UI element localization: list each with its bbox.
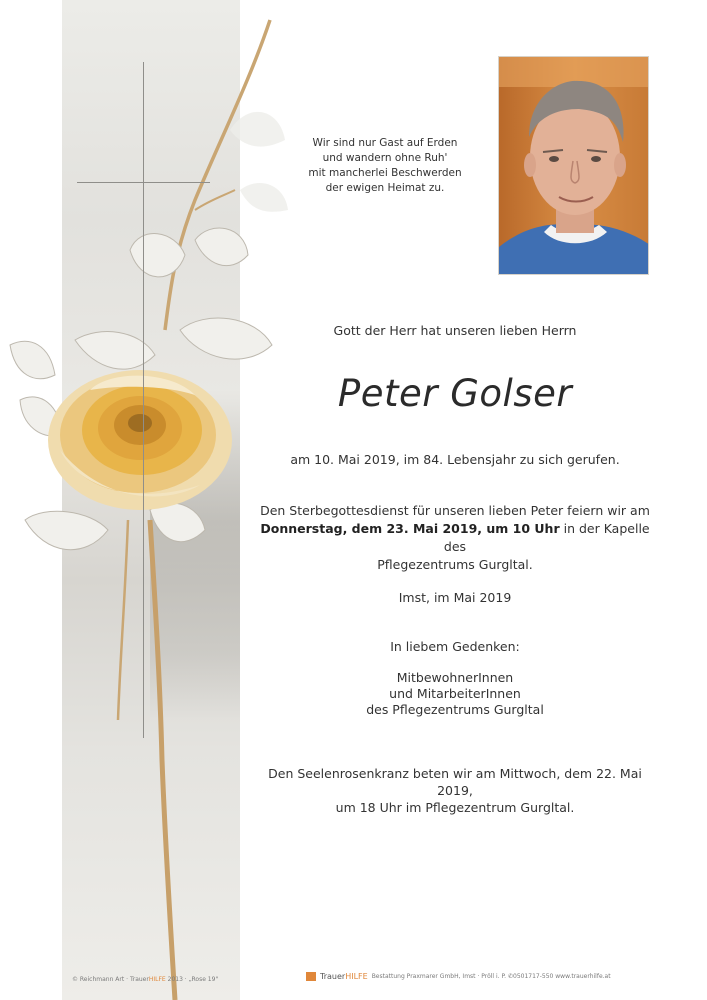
portrait-photo [498, 56, 649, 275]
trauerhilfe-logo-icon [306, 972, 316, 981]
footer-left-prefix: © Reichmann Art · Trauer [72, 976, 149, 983]
cross-horizontal [77, 182, 210, 183]
poem [290, 136, 480, 196]
death-date-text: am 10. Mai 2019, im 84. Lebensjahr zu sich gerufen. [290, 452, 620, 467]
footer-publisher [306, 972, 611, 981]
poem-line: Wir sind nur Gast auf Erden [312, 137, 458, 149]
signer-line: des Pflegezentrums Gurgltal [366, 702, 544, 717]
poem-line: der ewigen Heimat zu. [325, 182, 445, 194]
footer-left-brand: HILFE [148, 976, 166, 983]
footer-right-text: Bestattung Praxmarer GmbH, Imst · Pröll i. P. ✆0501717-550 www.trauerhilfe.at [371, 973, 611, 980]
cross-vertical [143, 62, 144, 738]
rosary-text [250, 765, 660, 816]
rose-illustration [0, 0, 300, 1000]
signer-line: und MitarbeiterInnen [389, 686, 521, 701]
funeral-service-text [250, 502, 660, 574]
footer-left-suffix: 2013 · „Rose 19" [165, 976, 219, 983]
trauerhilfe-logo-text [320, 972, 368, 981]
service-line-1: Den Sterbegottesdienst für unseren lieben Peter feiern wir am [260, 503, 650, 518]
memory-heading: In liebem Gedenken: [390, 639, 520, 654]
place-date: Imst, im Mai 2019 [398, 590, 512, 605]
poem-line: mit mancherlei Beschwerden [308, 167, 462, 179]
rosary-line-1: Den Seelenrosenkranz beten wir am Mittwoch, dem 22. Mai 2019, [268, 766, 642, 798]
logo-trauer: Trauer [320, 972, 346, 981]
logo-hilfe: HILFE [345, 972, 368, 981]
footer-copyright [72, 976, 218, 983]
rosary-line-2: um 18 Uhr im Pflegezentrum Gurgltal. [335, 800, 575, 815]
rose-bloom [48, 370, 232, 510]
intro-text: Gott der Herr hat unseren lieben Herrn [333, 323, 577, 338]
poem-line: und wandern ohne Ruh' [322, 152, 448, 164]
signers [250, 670, 660, 718]
service-line-2 [250, 520, 660, 556]
service-line-2-rest: in der Kapelle des [443, 521, 650, 554]
service-date-bold: Donnerstag, dem 23. Mai 2019, um 10 Uhr [260, 521, 560, 536]
signer-line: MitbewohnerInnen [396, 670, 514, 685]
deceased-name: Peter Golser [337, 372, 573, 415]
service-line-3: Pflegezentrums Gurgltal. [377, 557, 533, 572]
